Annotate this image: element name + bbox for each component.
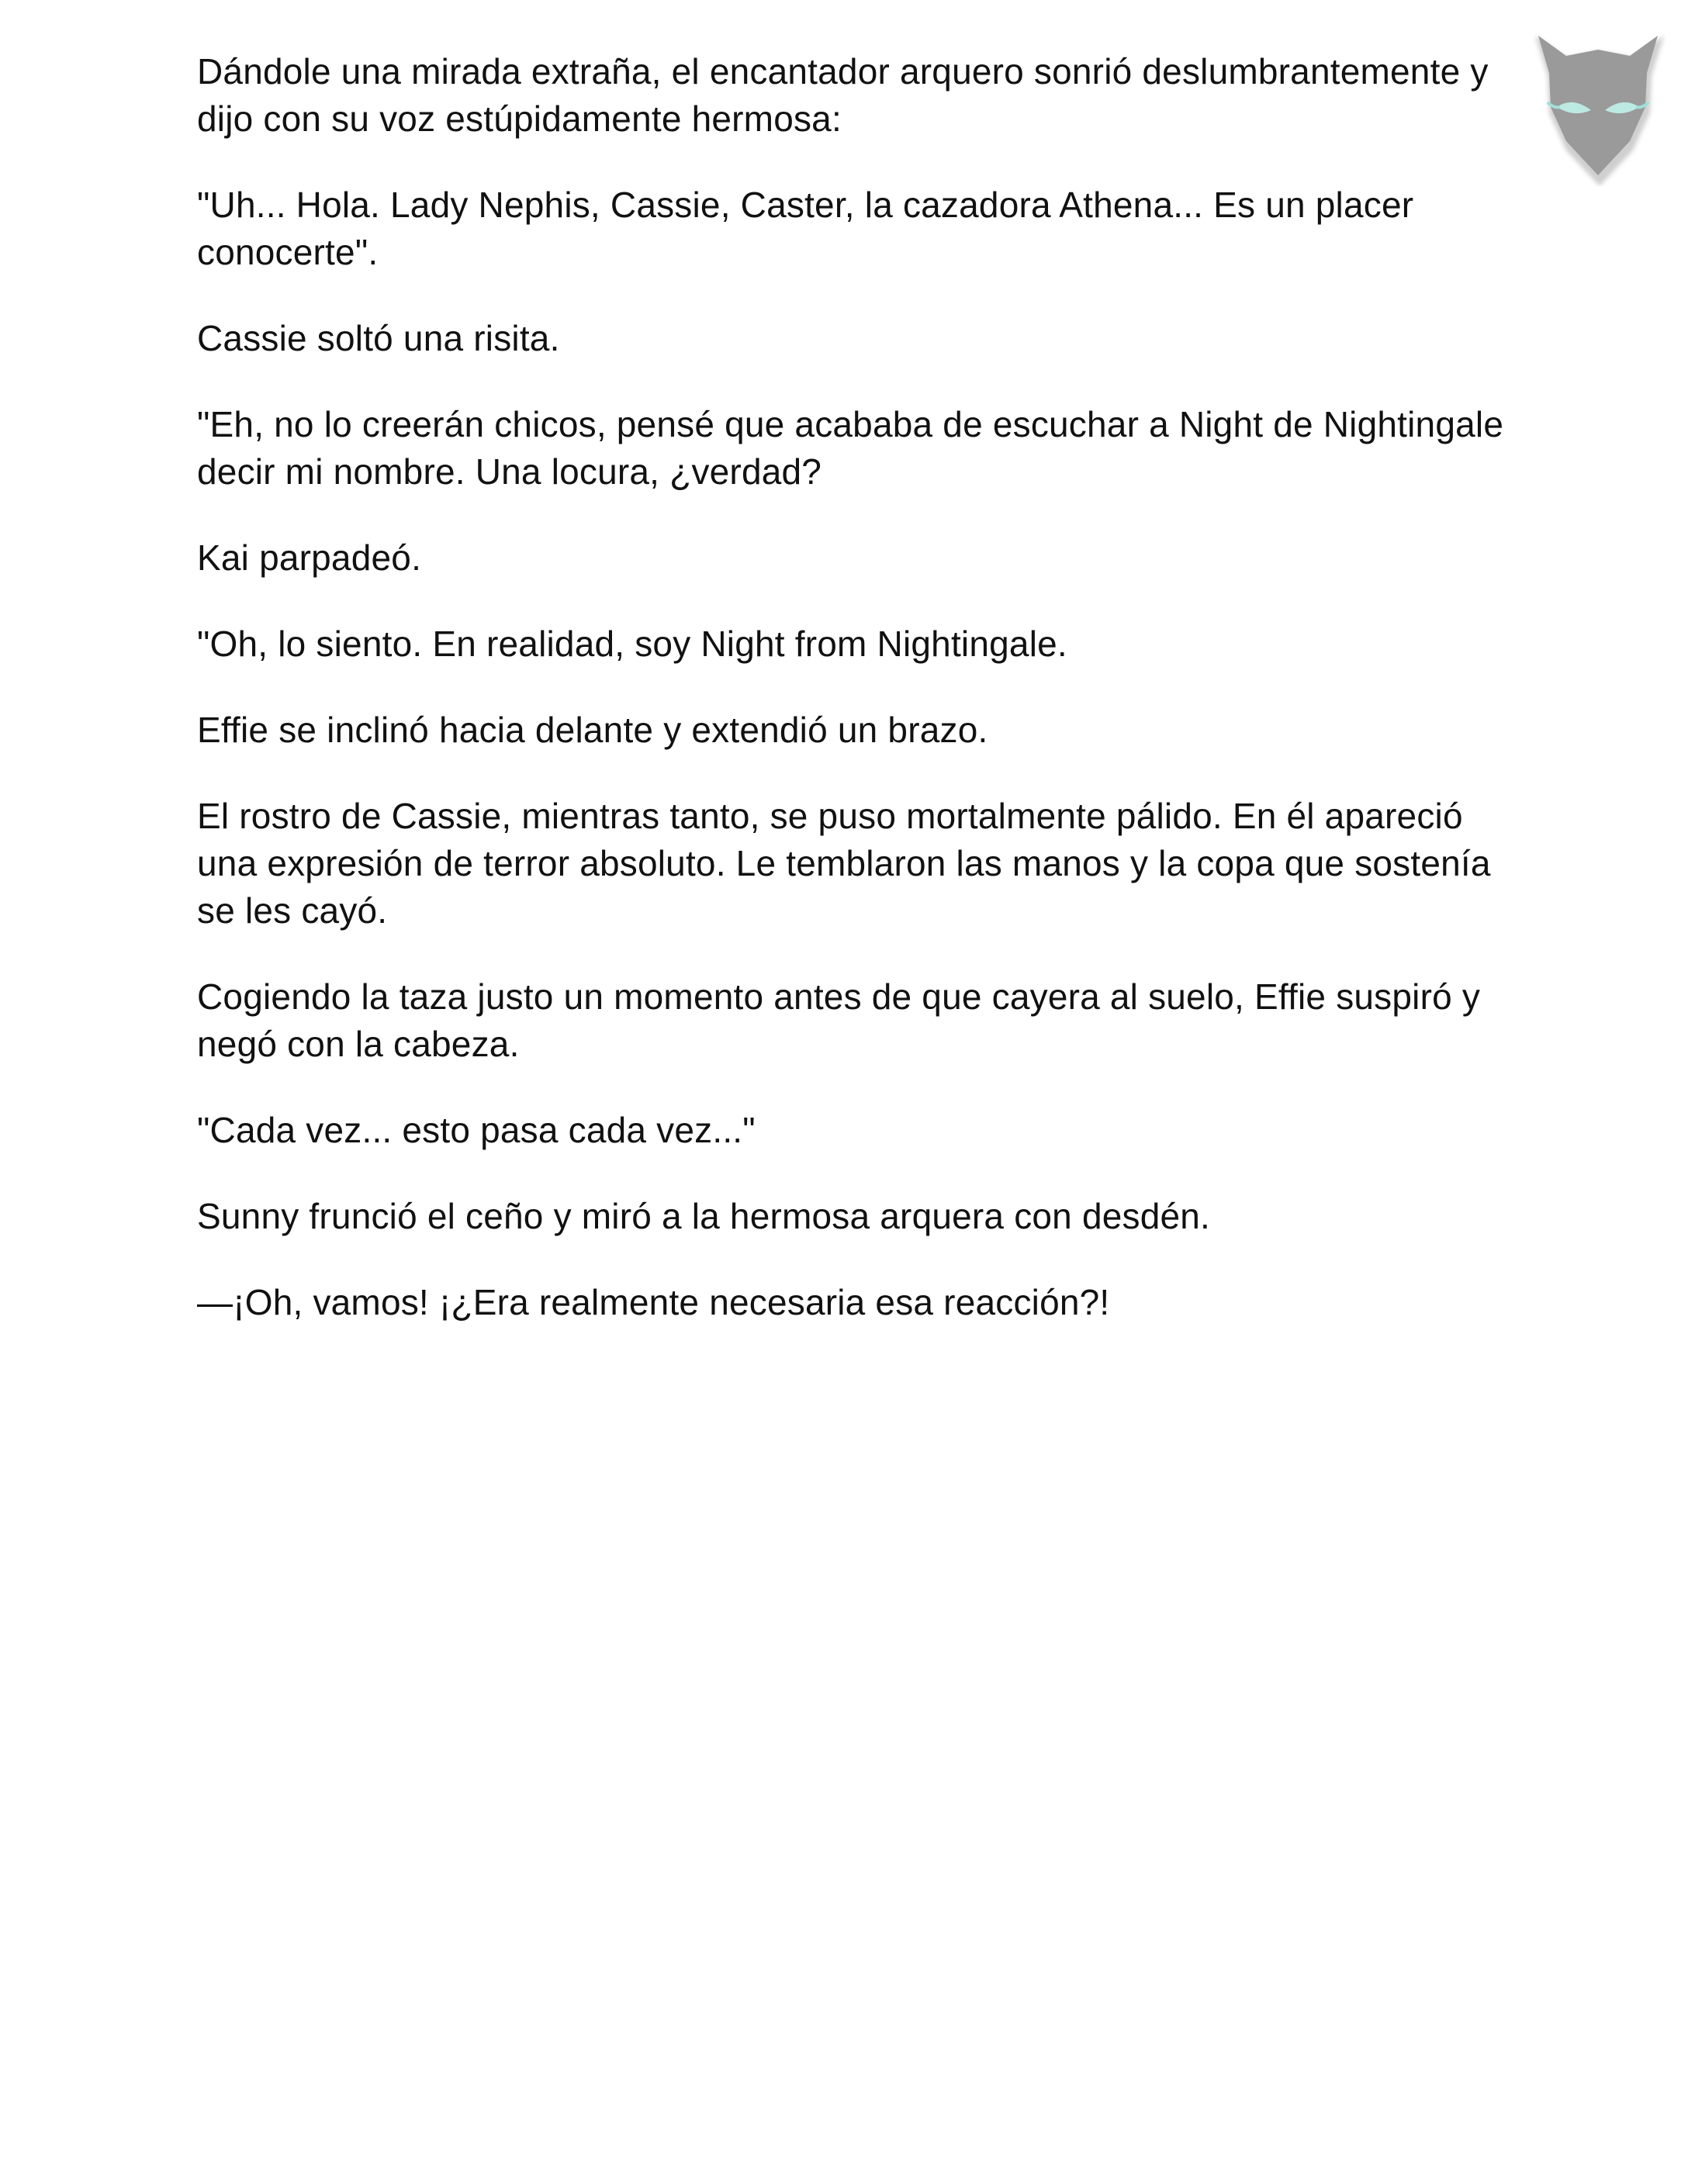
demon-head-svg bbox=[1517, 16, 1679, 186]
paragraph: "Cada vez... esto pasa cada vez..." bbox=[197, 1110, 756, 1150]
paragraph: "Uh... Hola. Lady Nephis, Cassie, Caster, la cazadora Athena... Es un placer conocerte". bbox=[197, 185, 1414, 272]
paragraph: El rostro de Cassie, mientras tanto, se puso mortalmente pálido. En él apareció una expresión de terror absoluto. Le temblaron las manos y la copa que sostenía se les cayó. bbox=[197, 796, 1491, 931]
demon-head-shape bbox=[1538, 36, 1658, 175]
paragraph: Sunny frunció el ceño y miró a la hermosa arquera con desdén. bbox=[197, 1196, 1211, 1236]
paragraph: Kai parpadeó. bbox=[197, 537, 422, 578]
paragraph: Cassie soltó una risita. bbox=[197, 318, 560, 358]
paragraph: "Oh, lo siento. En realidad, soy Night from Nightingale. bbox=[197, 624, 1067, 664]
paragraph: Dándole una mirada extraña, el encantador arquero sonrió deslumbrantemente y dijo con su voz estúpidamente hermosa: bbox=[197, 51, 1489, 139]
paragraph: Cogiendo la taza justo un momento antes de que cayera al suelo, Effie suspiró y negó con la cabeza. bbox=[197, 976, 1481, 1064]
paragraph: —¡Oh, vamos! ¡¿Era realmente necesaria esa reacción?! bbox=[197, 1282, 1110, 1322]
horned-demon-logo-icon bbox=[1517, 16, 1679, 186]
paragraph: Effie se inclinó hacia delante y extendió un brazo. bbox=[197, 710, 988, 750]
document-body bbox=[197, 48, 1516, 1365]
paragraph: "Eh, no lo creerán chicos, pensé que acababa de escuchar a Night de Nightingale decir mi nombre. Una locura, ¿verdad? bbox=[197, 404, 1504, 492]
